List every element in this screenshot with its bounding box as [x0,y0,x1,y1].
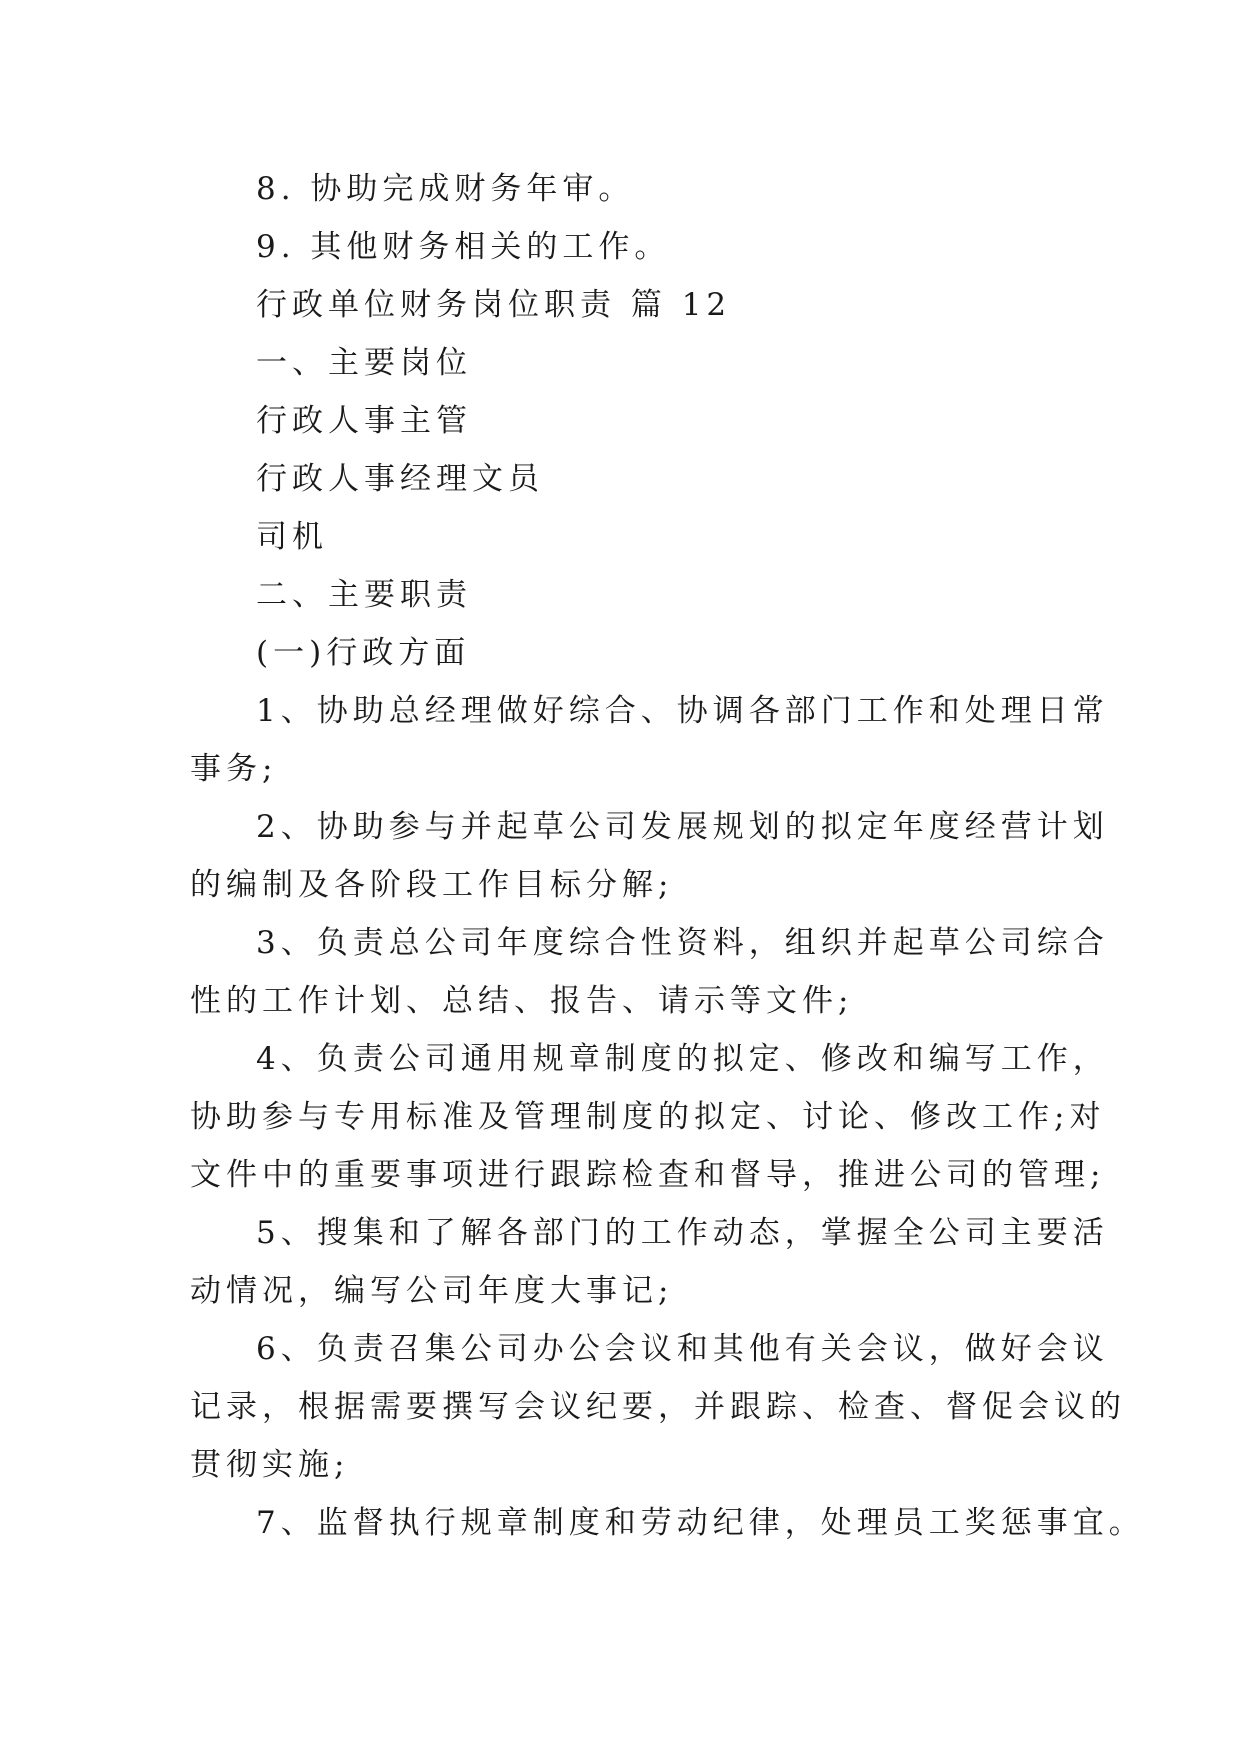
heading: 一、主要岗位 [256,345,472,381]
text-line: 行政人事主管 [256,403,472,439]
document-body [190,160,1145,1552]
text-line: 贯彻实施; [190,1447,350,1483]
text-line: 行政人事经理文员 [256,461,544,497]
text-line: 动情况，编写公司年度大事记; [190,1273,674,1309]
heading: 二、主要职责 [256,577,472,613]
text-line: 1、协助总经理做好综合、协调各部门工作和处理日常 [256,693,1109,729]
text-line: 6、负责召集公司办公会议和其他有关会议，做好会议 [256,1331,1109,1367]
text-line: 的编制及各阶段工作目标分解; [190,867,674,903]
text-line: 8. 协助完成财务年审。 [256,171,635,207]
text-line: 事务; [190,751,278,787]
subheading: (一)行政方面 [256,635,471,671]
text-line: 7、监督执行规章制度和劳动纪律，处理员工奖惩事宜。 [256,1505,1145,1541]
text-line: 文件中的重要事项进行跟踪检查和督导，推进公司的管理; [190,1157,1106,1193]
text-line: 记录，根据需要撰写会议纪要，并跟踪、检查、督促会议的 [190,1389,1126,1425]
text-line: 性的工作计划、总结、报告、请示等文件; [190,983,854,1019]
text-line: 9. 其他财务相关的工作。 [256,229,671,265]
text-line: 3、负责总公司年度综合性资料，组织并起草公司综合 [256,925,1109,961]
text-line: 协助参与专用标准及管理制度的拟定、讨论、修改工作;对 [190,1099,1106,1135]
text-line: 4、负责公司通用规章制度的拟定、修改和编写工作， [256,1041,1109,1077]
text-line: 5、搜集和了解各部门的工作动态，掌握全公司主要活 [256,1215,1109,1251]
text-line: 2、协助参与并起草公司发展规划的拟定年度经营计划 [256,809,1109,845]
section-title: 行政单位财务岗位职责 篇 12 [256,287,732,323]
text-line: 司机 [256,519,328,555]
